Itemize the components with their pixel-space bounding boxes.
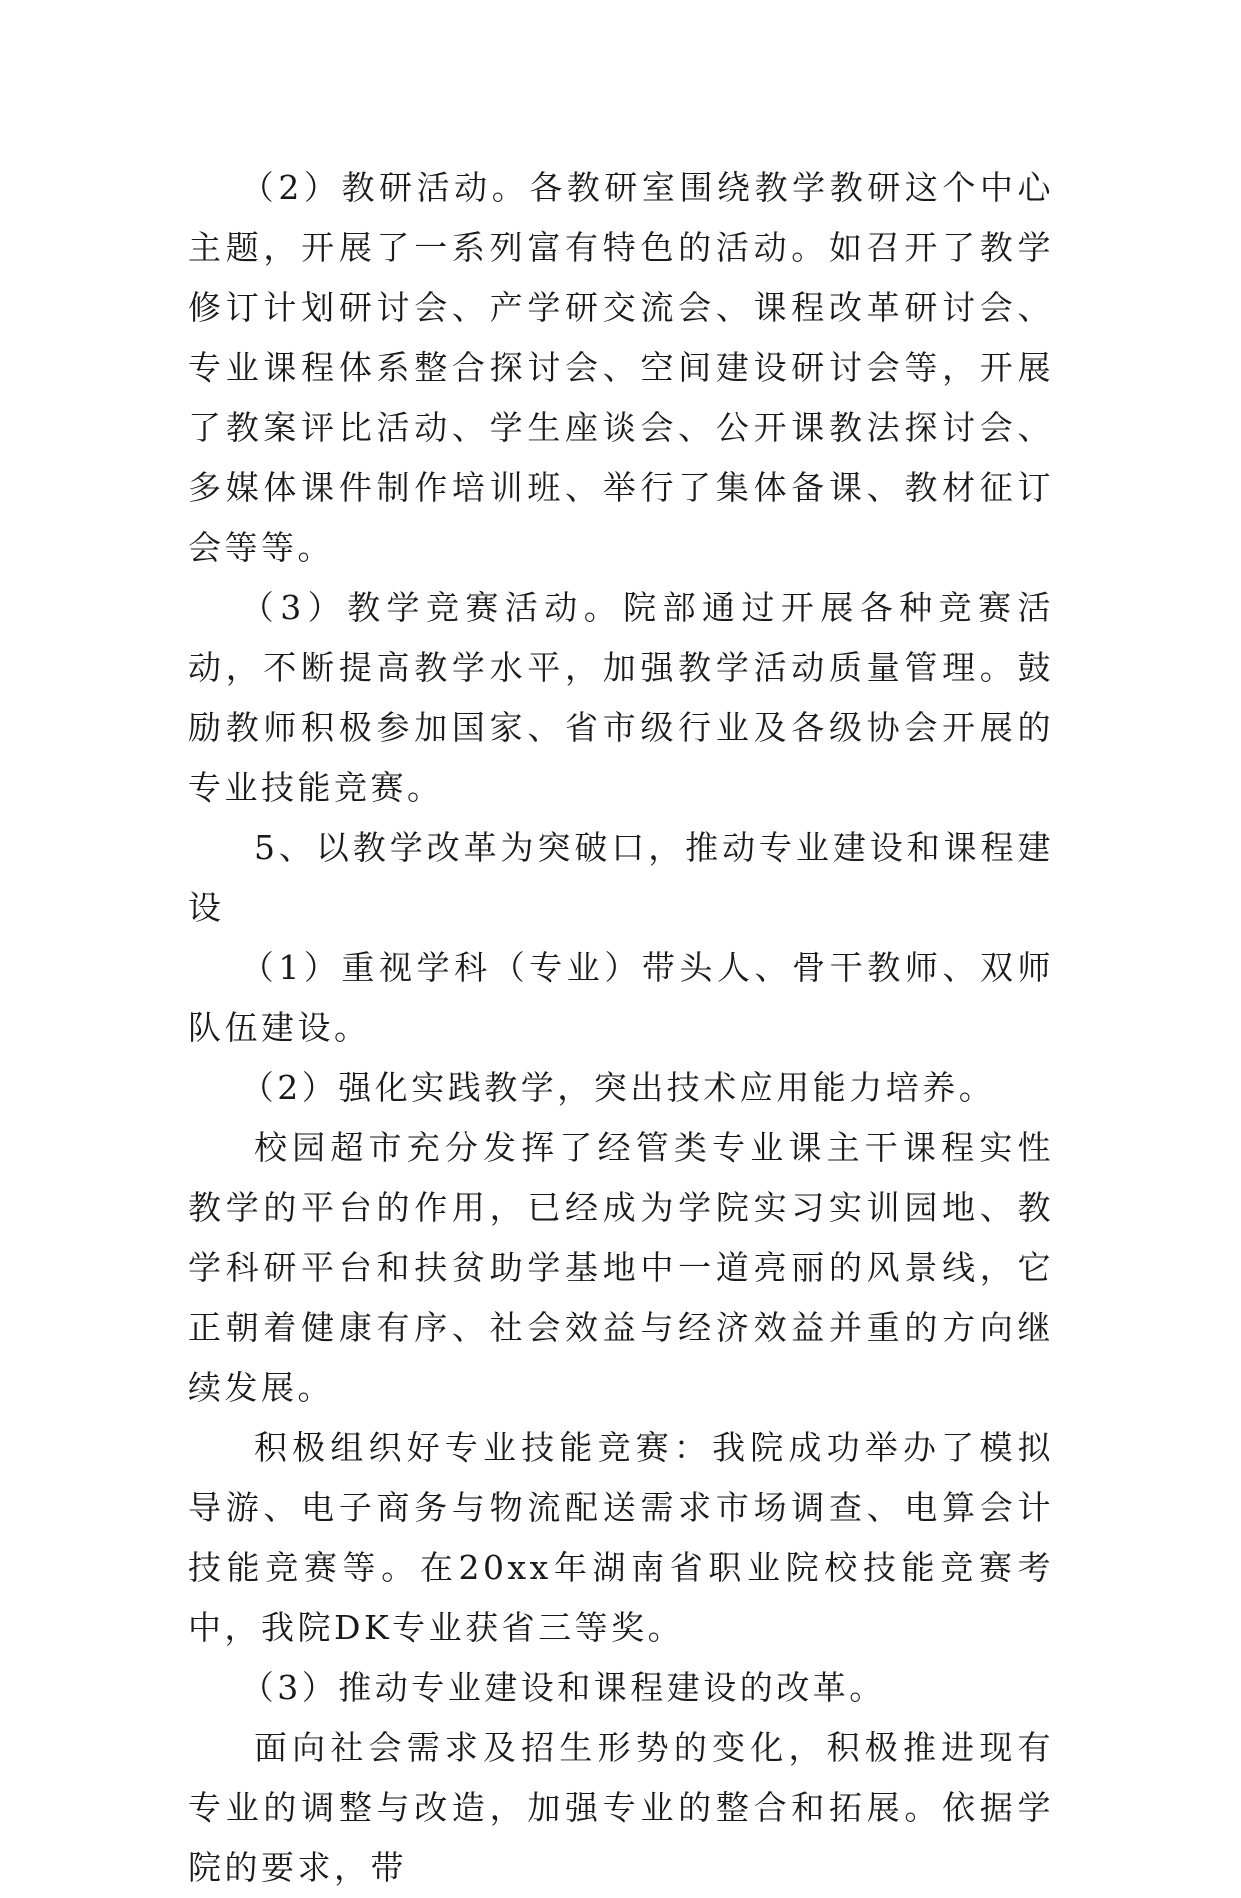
paragraph-skills-competition: 积极组织好专业技能竞赛：我院成功举办了模拟导游、电子商务与物流配送需求市场调查、电算会计技能竞赛等。在20xx年湖南省职业院校技能竞赛考中，我院DK专业获省三等奖。 [188, 1428, 1054, 1647]
document-body [188, 158, 1054, 1898]
paragraph-teaching-research: （2）教研活动。各教研室围绕教学教研这个中心主题，开展了一系列富有特色的活动。如召开了教学修订计划研讨会、产学研交流会、课程改革研讨会、专业课程体系整合探讨会、空间建设研讨会等，开展了教案评比活动、学生座谈会、公开课教法探讨会、多媒体课件制作培训班、举行了集体备课、教材征订会等等。 [188, 168, 1054, 567]
paragraph-reform-promotion: （3）推动专业建设和课程建设的改革。 [240, 1668, 886, 1707]
paragraph-social-demand: 面向社会需求及招生形势的变化，积极推进现有专业的调整与改造，加强专业的整合和拓展。依据学院的要求，带 [188, 1728, 1054, 1887]
paragraph-discipline-leaders: （1）重视学科（专业）带头人、骨干教师、双师队伍建设。 [188, 948, 1054, 1047]
paragraph-teaching-competition: （3）教学竞赛活动。院部通过开展各种竞赛活动，不断提高教学水平，加强教学活动质量管理。鼓励教师积极参加国家、省市级行业及各级协会开展的专业技能竞赛。 [188, 588, 1054, 807]
paragraph-practice-teaching: （2）强化实践教学，突出技术应用能力培养。 [240, 1068, 996, 1107]
section-heading-teaching-reform: 5、以教学改革为突破口，推动专业建设和课程建设 [188, 828, 1054, 927]
paragraph-campus-supermarket: 校园超市充分发挥了经管类专业课主干课程实性教学的平台的作用，已经成为学院实习实训园地、教学科研平台和扶贫助学基地中一道亮丽的风景线，它正朝着健康有序、社会效益与经济效益并重的方向继续发展。 [188, 1128, 1054, 1407]
